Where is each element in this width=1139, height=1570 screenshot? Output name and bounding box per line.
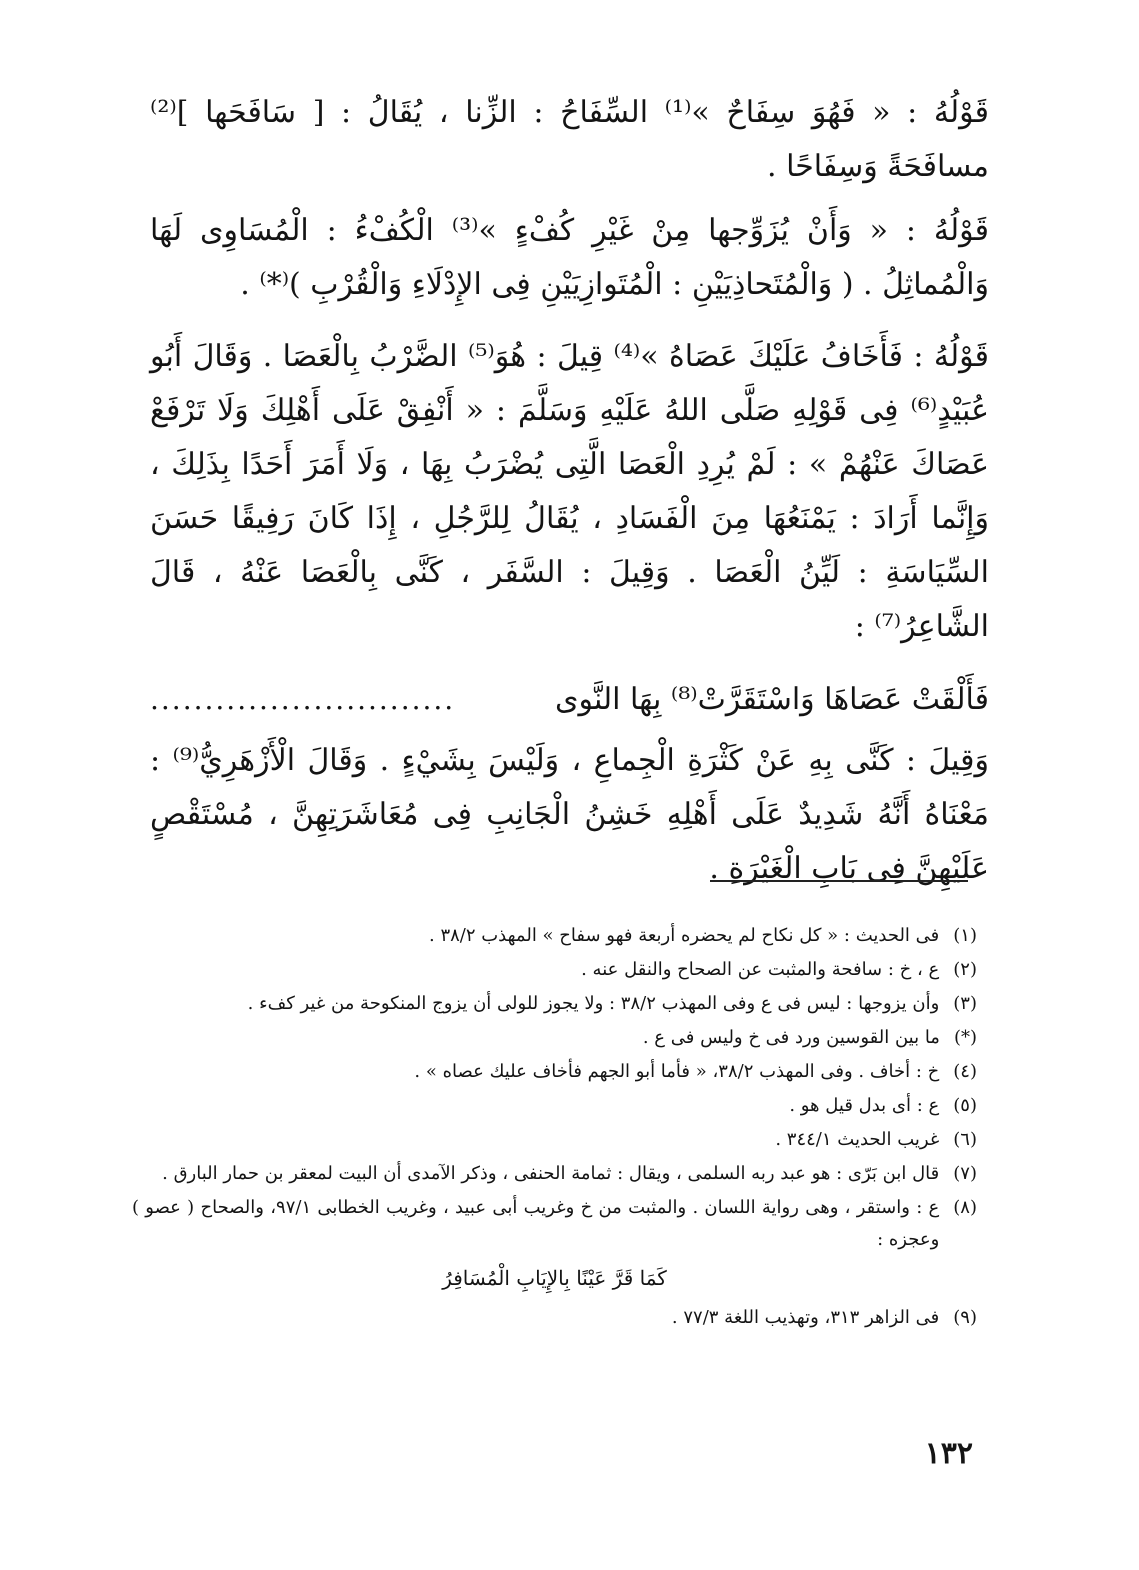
footnote-number: (٥) — [953, 1095, 977, 1116]
paragraph-closing: وَقِيلَ : كَنَّى بِهِ عَنْ كَثْرَةِ الْجِماعِ ، وَلَيْسَ بِشَيْءٍ . وَقَالَ الْأَزْهَرِيُّ⁽⁹⁾ : مَعْنَاهُ أَنَّهُ شَدِيدٌ عَلَى أَهْلِهِ خَشِنُ الْجَانِبِ فِى مُعَاشَرَتِهِنَّ ، مُسْتَقْصٍ عَلَيْهِنَّ فِى بَابِ الْغَيْرَةِ . — [150, 743, 989, 886]
footnote-text: فى الزاهر ٣١٣، وتهذيب اللغة ٧٧/٣ . — [671, 1307, 940, 1328]
main-text — [150, 86, 989, 896]
footnote-number: (١) — [953, 925, 977, 946]
verse-ellipsis: ............................ — [150, 683, 456, 716]
footnote — [132, 1158, 977, 1190]
paragraph-safah: قَوْلُهُ : « فَهُوَ سِفَاحٌ »⁽¹⁾ السِّفَاحُ : الزِّنا ، يُقَالُ : [ سَافَحَها ]⁽²⁾ مسافَحَةً وَسِفَاحًا . — [150, 95, 989, 184]
paragraph-kufu: قَوْلُهُ : « وَأَنْ يُزَوِّجها مِنْ غَيْرِ كُفْءٍ »⁽³⁾ الْكُفْءُ : الْمُسَاوِى لَهَا وَالْمُماثِلُ . ( وَالْمُتَحاذِيَيْنِ : الْمُتَوازِيَيْنِ فِى الإِدْلَاءِ وَالْقُرْبِ )⁽*⁾ . — [150, 213, 989, 302]
footnote — [132, 954, 977, 986]
footnote-text: ما بين القوسين ورد فى خ وليس فى ع . — [642, 1027, 940, 1048]
paragraph-asa: قَوْلُهُ : فَأَخَافُ عَلَيْكَ عَصَاهُ »⁽⁴⁾ قِيلَ : هُوَ⁽⁵⁾ الضَّرْبُ بِالْعَصَا . وَقَالَ أَبُو عُبَيْدٍ⁽⁶⁾ فِى قَوْلِهِ صَلَّى اللهُ عَلَيْهِ وَسَلَّمَ : « أَنْفِقْ عَلَى أَهْلِكَ وَلَا تَرْفَعْ عَصَاكَ عَنْهُمْ » : لَمْ يُرِدِ الْعَصَا الَّتِى يُضْرَبُ بِهَا ، وَلَا أَمَرَ أَحَدًا بِذَلِكَ ، وَإِنَّما أَرَادَ : يَمْنَعُهَا مِنَ الْفَسَادِ ، يُقَالُ لِلرَّجُلِ ، إِذَا كَانَ رَفِيقًا حَسَنَ السِّيَاسَةِ : لَيِّنُ الْعَصَا . وَقِيلَ : السَّفَر ، كَنَّى بِالْعَصَا عَنْهُ ، قَالَ الشَّاعِرُ⁽⁷⁾ : — [150, 339, 989, 644]
footnote-separator — [710, 880, 968, 882]
footnote — [132, 1302, 977, 1334]
footnote-number: (٢) — [953, 959, 977, 980]
footnote-number: (٤) — [953, 1061, 977, 1082]
footnote-number: (٦) — [953, 1129, 977, 1150]
footnote — [132, 1056, 977, 1088]
poetry-verse — [150, 672, 989, 728]
footnote-text: وأن يزوجها : ليس فى ع وفى المهذب ٣٨/٢ : ولا يجوز للولى أن يزوج المنكوحة من غير كفء . — [247, 993, 940, 1014]
page-number: ١٣٢ — [924, 1436, 973, 1471]
footnote — [132, 920, 977, 952]
footnote-verse: كَمَا قَرَّ عَيْنًا بِالإِيَابِ الْمُسَافِرُ — [442, 1266, 667, 1290]
footnote-text: ع ، خ : سافحة والمثبت عن الصحاح والنقل عنه . — [581, 959, 940, 980]
footnote-text: قال ابن بَرّى : هو عبد ربه السلمى ، ويقال : ثمامة الحنفى ، وذكر الآمدى أن البيت لمعقر بن حمار البارق . — [162, 1163, 940, 1184]
footnote — [132, 1090, 977, 1122]
footnotes — [132, 920, 977, 1336]
footnote — [132, 988, 977, 1020]
footnote-text: غريب الحديث ٣٤٤/١ . — [775, 1129, 940, 1150]
footnote-number: (٣) — [953, 993, 977, 1014]
footnote-number: (٩) — [953, 1307, 977, 1328]
footnote — [132, 1124, 977, 1156]
footnote-number: (*) — [953, 1027, 977, 1048]
footnote-number: (٨) — [953, 1197, 977, 1218]
footnote — [132, 1022, 977, 1054]
footnote-text: خ : أخاف . وفى المهذب ٣٨/٢، « فأما أبو الجهم فأخاف عليك عصاه » . — [414, 1061, 940, 1082]
footnote-number: (٧) — [953, 1163, 977, 1184]
footnote-text: ع : أى بدل قيل هو . — [789, 1095, 940, 1116]
footnote-text: فى الحديث : « كل نكاح لم يحضره أربعة فهو سفاح » المهذب ٣٨/٢ . — [428, 925, 940, 946]
verse-hemistich: فَأَلْقَتْ عَصَاهَا وَاسْتَقَرَّتْ⁽⁸⁾ بِهَا النَّوى — [554, 682, 989, 717]
footnote — [132, 1192, 977, 1256]
footnote-text: ع : واستقر ، وهى رواية اللسان . والمثبت من خ وغريب أبى عبيد ، وغريب الخطابى ٩٧/١، والصحاح ( عصو ) وعجزه : — [132, 1197, 940, 1250]
